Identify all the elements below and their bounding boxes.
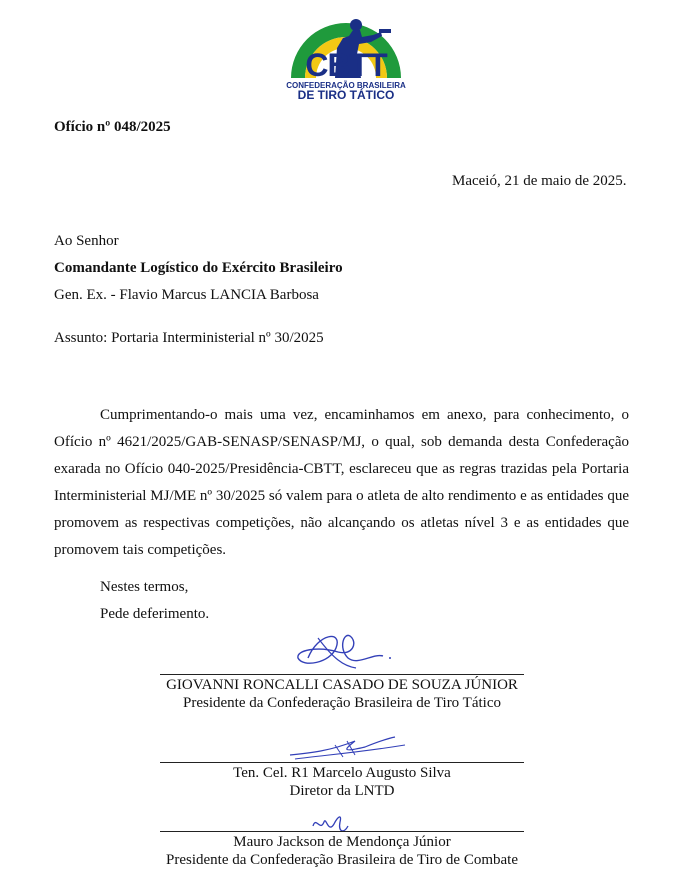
recipient-name: Gen. Ex. - Flavio Marcus LANCIA Barbosa: [54, 287, 319, 303]
logo-subtitle-bottom: DE TIRO TÁTICO: [297, 88, 395, 102]
logo-wordmark: CBTT: [305, 47, 387, 83]
signatory-2-role: Diretor da LNTD: [289, 783, 395, 799]
signatory-3-role: Presidente da Confederação Brasileira de Tiro de Combate: [166, 852, 518, 868]
closing-line-1: Nestes termos,: [100, 579, 189, 595]
signatory-1-name: GIOVANNI RONCALLI CASADO DE SOUZA JÚNIOR: [166, 677, 518, 693]
signature-line-3: [160, 831, 524, 832]
subject-line: Assunto: Portaria Interministerial nº 30/2025: [54, 330, 324, 346]
signatory-3-name: Mauro Jackson de Mendonça Júnior: [233, 834, 451, 850]
signature-2-scribble: [285, 733, 415, 763]
salutation: Ao Senhor: [54, 233, 119, 249]
signature-1-scribble: [288, 628, 398, 676]
logo-subtitle-top: CONFEDERAÇÃO BRASILEIRA: [286, 81, 406, 90]
signatory-1-role: Presidente da Confederação Brasileira de Tiro Tático: [183, 695, 501, 711]
recipient-title: Comandante Logístico do Exército Brasileiro: [54, 260, 343, 276]
signature-line-2: [160, 762, 524, 763]
letter-reference: Ofício nº 048/2025: [54, 119, 171, 135]
closing-line-2: Pede deferimento.: [100, 606, 210, 622]
signature-line-1: [160, 674, 524, 675]
place-date: Maceió, 21 de maio de 2025.: [452, 173, 627, 189]
body-paragraph: Cumprimentando-o mais uma vez, encaminhamos em anexo, para conhecimento, o Ofício nº 4621/2025/GAB-SENASP/SENASP/MJ, o qual, sob demanda desta Confederação exarada no Ofício 040-2025/Presidência-CBTT, esclareceu que as regras trazidas pela Portaria Interministerial MJ/ME nº 30/2025 só valem para o atleta de alto rendimento e as entidades que promovem as respectivas competições, não alcançando os atletas nível 3 e as entidades que promovem tais competições.: [54, 407, 629, 558]
signatory-2-name: Ten. Cel. R1 Marcelo Augusto Silva: [233, 765, 451, 781]
